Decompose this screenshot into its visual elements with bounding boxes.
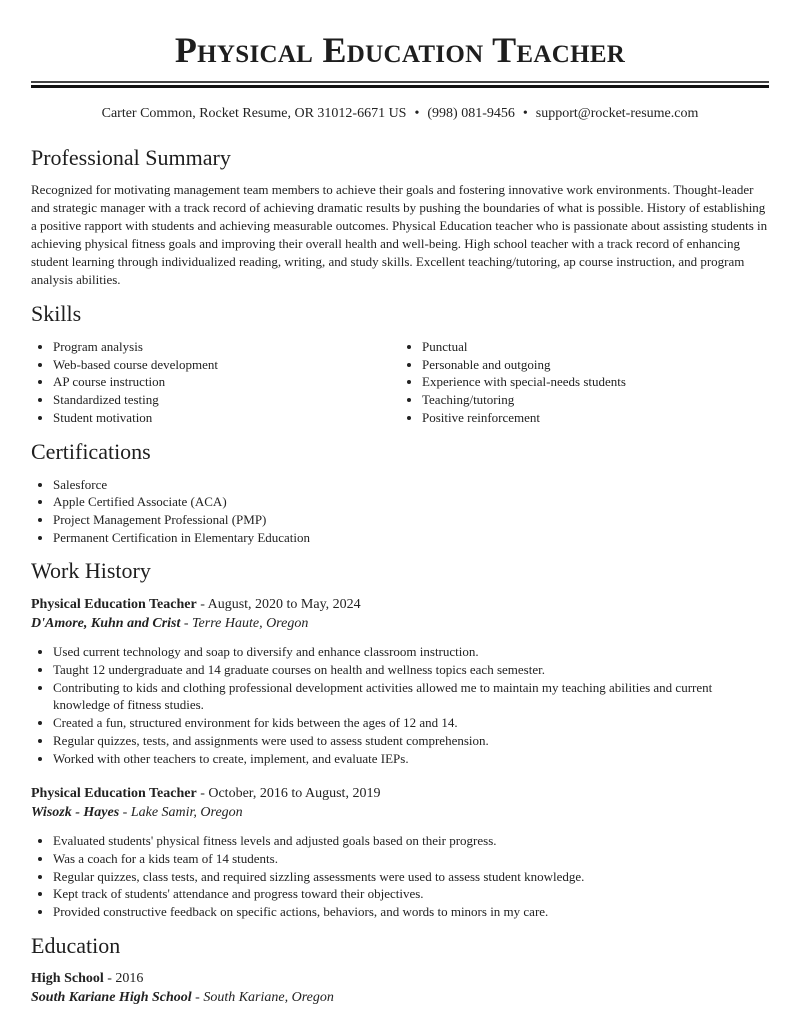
skill-item: • Program analysis [53, 338, 400, 356]
skills-list-left [31, 338, 400, 427]
header-rule-thin [31, 81, 769, 83]
skill-item: • Experience with special-needs students [422, 373, 769, 391]
job-bullet: • Created a fun, structured environment for kids between the ages of 12 and 14. [53, 714, 769, 732]
job-company-line [31, 803, 769, 822]
job-bullets [31, 832, 769, 921]
job-dates: - October, 2016 to August, 2019 [196, 786, 381, 802]
certification-item: • Apple Certified Associate (ACA) [53, 493, 769, 511]
section-heading-skills: Skills [31, 301, 82, 326]
job-dates: - August, 2020 to May, 2024 [196, 597, 361, 613]
skill-item: • Student motivation [53, 409, 400, 427]
job-bullet: • Taught 12 undergraduate and 14 graduate courses on health and wellness topics each semester. [53, 661, 769, 679]
job-bullet: • Was a coach for a kids team of 14 students. [53, 850, 769, 868]
job-bullet: • Regular quizzes, tests, and assignments were used to assess student comprehension. [53, 732, 769, 750]
skill-item: • Web-based course development [53, 356, 400, 374]
certifications-section [31, 439, 769, 547]
skill-item: • Positive reinforcement [422, 409, 769, 427]
job-bullets [31, 643, 769, 767]
skill-item: • Personable and outgoing [422, 356, 769, 374]
summary-text: Recognized for motivating management team members to achieve their goals and fostering innovative work environments. Thought-leader and strategic manager with a track record of achieving dramatic results by pushing the boundaries of what is possible. History of establishing a positive rapport with students and achieving measurable outcomes. Physical Education teacher who is passionate about assisting students in achieving physical fitness goals and improving their overall health and well-being. High school teacher with a track record of enhancing student learning through individualized reading, writing, and study skills. Excellent teaching/tutoring, ap course instruction, and program analysis abilities. [31, 182, 768, 287]
contact-address: Carter Common, Rocket Resume, OR 31012-6671 US [101, 106, 407, 121]
job-company-line [31, 614, 769, 633]
job-company: Wisozk - Hayes [31, 805, 120, 821]
job-bullet: • Used current technology and soap to diversify and enhance classroom instruction. [53, 643, 769, 661]
skills-section [31, 301, 769, 427]
education-degree-line [31, 969, 769, 988]
header-rule-thick [31, 85, 769, 88]
job-bullet: • Regular quizzes, class tests, and required sizzling assessments were used to assess student knowledge. [53, 868, 769, 886]
job-title-line [31, 595, 769, 614]
job-bullet: • Evaluated students' physical fitness levels and adjusted goals based on their progress. [53, 832, 769, 850]
job-entry [31, 595, 769, 767]
job-title: Physical Education Teacher [31, 597, 197, 613]
skills-columns [31, 338, 769, 427]
skill-item: • Standardized testing [53, 391, 400, 409]
bullet-separator: • [414, 106, 420, 121]
job-bullet: • Kept track of students' attendance and progress toward their objectives. [53, 885, 769, 903]
education-school: South Kariane High School [31, 989, 192, 1005]
contact-line [31, 105, 769, 123]
resume-title: Physical Education Teacher [174, 30, 626, 70]
certifications-list [31, 476, 769, 547]
bullet-separator: • [522, 106, 528, 121]
professional-summary-section [31, 145, 769, 289]
job-entry [31, 784, 769, 921]
job-bullet: • Provided constructive feedback on specific actions, behaviors, and words to minors in my care. [53, 903, 769, 921]
certification-item: • Permanent Certification in Elementary Education [53, 529, 769, 547]
job-title-line [31, 784, 769, 803]
skills-list-right [400, 338, 769, 427]
education-school-line [31, 988, 769, 1007]
contact-phone: (998) 081-9456 [427, 106, 515, 121]
section-heading-work-history: Work History [31, 558, 151, 584]
job-location: - Terre Haute, Oregon [180, 616, 309, 632]
education-location: - South Kariane, Oregon [191, 989, 334, 1005]
certification-item: • Project Management Professional (PMP) [53, 511, 769, 529]
section-heading-certifications: Certifications [31, 438, 151, 464]
section-heading-education: Education [31, 932, 121, 958]
contact-email: support@rocket-resume.com [535, 106, 699, 121]
skill-item: • Teaching/tutoring [422, 391, 769, 409]
skill-item: • AP course instruction [53, 373, 400, 391]
certification-item: • Salesforce [53, 476, 769, 494]
skill-item: • Punctual [422, 338, 769, 356]
job-location: - Lake Samir, Oregon [119, 805, 243, 821]
education-year: - 2016 [103, 970, 144, 986]
section-heading-summary: Professional Summary [31, 145, 231, 170]
education-section [31, 933, 769, 1007]
job-bullet: • Worked with other teachers to create, implement, and evaluate IEPs. [53, 750, 769, 768]
work-history-section [31, 558, 769, 920]
education-degree: High School [31, 970, 104, 986]
job-bullet: • Contributing to kids and clothing professional development activities allowed me to maintain my teaching abilities and current knowledge of fitness studies. [53, 679, 769, 714]
job-title: Physical Education Teacher [31, 786, 197, 802]
job-company: D'Amore, Kuhn and Crist [31, 616, 181, 632]
